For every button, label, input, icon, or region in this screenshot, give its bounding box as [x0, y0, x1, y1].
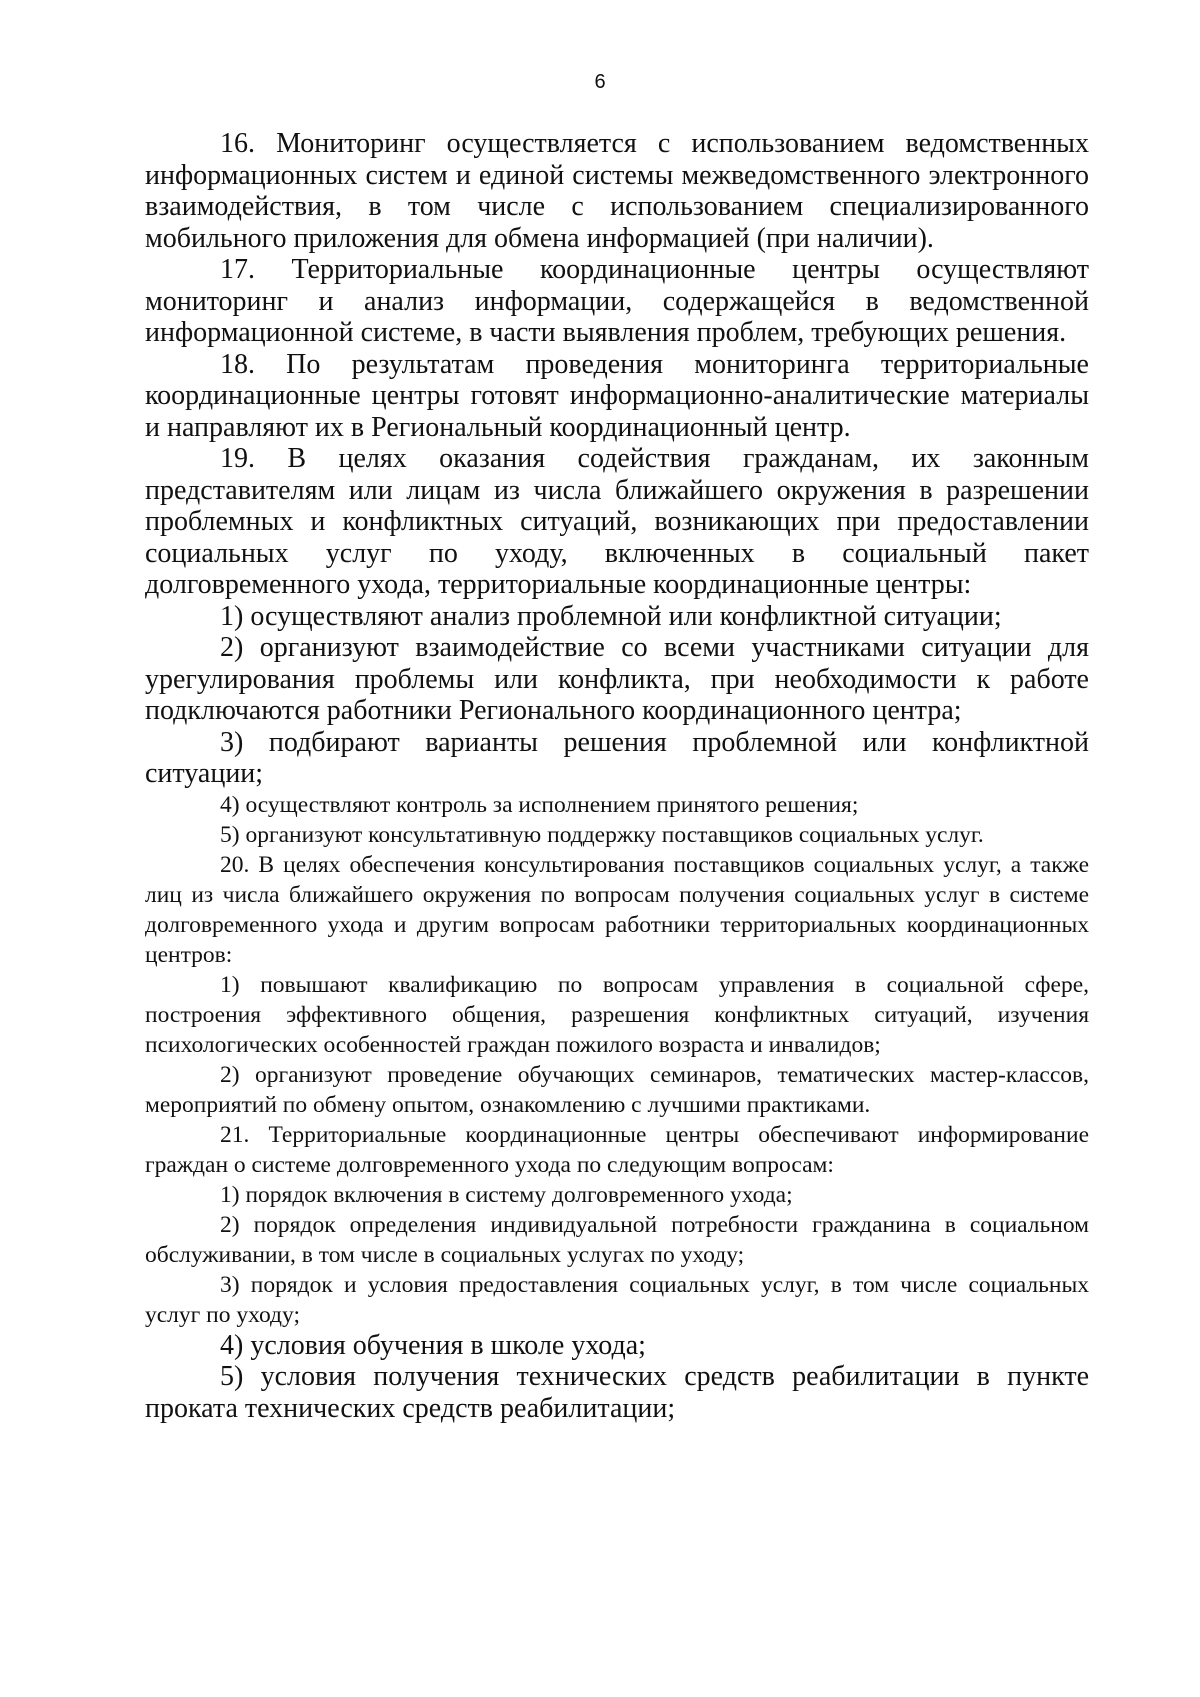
paragraph-21: 21. Территориальные координационные центры обеспечивают информирование граждан о системе долговременного ухода по следующим вопросам:: [145, 1121, 1089, 1178]
paragraph-21-item-4: 4) условия обучения в школе ухода;: [220, 1329, 646, 1361]
paragraph-17: 17. Территориальные координационные центры осуществляют мониторинг и анализ информации, содержащейся в ведомственной информационной системе, в части выявления проблем, требующих решения.: [145, 254, 1089, 348]
paragraph-19-item-3: 3) подбирают варианты решения проблемной или конфликтной ситуации;: [145, 726, 1089, 789]
paragraph-20-item-2: 2) организуют проведение обучающих семинаров, тематических мастер-классов, мероприятий по обмену опытом, ознакомлению с лучшими практиками.: [145, 1061, 1089, 1118]
paragraph-21-item-1: 1) порядок включения в систему долговременного ухода;: [220, 1181, 793, 1208]
paragraph-19-item-2: 2) организуют взаимодействие со всеми участниками ситуации для урегулирования проблемы или конфликта, при необходимости к работе подключаются работники Регионального координационного центра;: [145, 632, 1089, 726]
paragraph-19-item-5: 5) организуют консультативную поддержку поставщиков социальных услуг.: [220, 821, 984, 848]
document-body: [145, 128, 1089, 1424]
paragraph-21-item-5: 5) условия получения технических средств реабилитации в пункте проката технических средств реабилитации;: [145, 1361, 1089, 1424]
paragraph-20-item-1: 1) повышают квалификацию по вопросам управления в социальной сфере, построения эффективного общения, разрешения конфликтных ситуаций, изучения психологических особенностей граждан пожилого возраста и инвалидов;: [145, 971, 1089, 1058]
paragraph-21-item-2: 2) порядок определения индивидуальной потребности гражданина в социальном обслуживании, в том числе в социальных услугах по уходу;: [145, 1211, 1089, 1268]
page-number: 6: [594, 71, 606, 93]
paragraph-21-item-3: 3) порядок и условия предоставления социальных услуг, в том числе социальных услуг по уходу;: [145, 1271, 1089, 1328]
paragraph-19-item-4: 4) осуществляют контроль за исполнением принятого решения;: [220, 791, 859, 818]
paragraph-18: 18. По результатам проведения мониторинга территориальные координационные центры готовят информационно-аналитические материалы и направляют их в Региональный координационный центр.: [145, 348, 1089, 443]
paragraph-19-item-1: 1) осуществляют анализ проблемной или конфликтной ситуации;: [220, 600, 1002, 632]
paragraph-16: 16. Мониторинг осуществляется с использованием ведомственных информационных систем и единой системы межведомственного электронного взаимодействия, в том числе с использованием специализированного мобильного приложения для обмена информацией (при наличии).: [145, 128, 1089, 254]
paragraph-20: 20. В целях обеспечения консультирования поставщиков социальных услуг, а также лиц из числа ближайшего окружения по вопросам получения социальных услуг в системе долговременного ухода и другим вопросам работники территориальных координационных центров:: [145, 851, 1089, 968]
paragraph-19: 19. В целях оказания содействия гражданам, их законным представителям или лицам из числа ближайшего окружения в разрешении проблемных и конфликтных ситуаций, возникающих при предоставлении социальных услуг по уходу, включенных в социальный пакет долговременного ухода, территориальные координационные центры:: [145, 443, 1089, 600]
